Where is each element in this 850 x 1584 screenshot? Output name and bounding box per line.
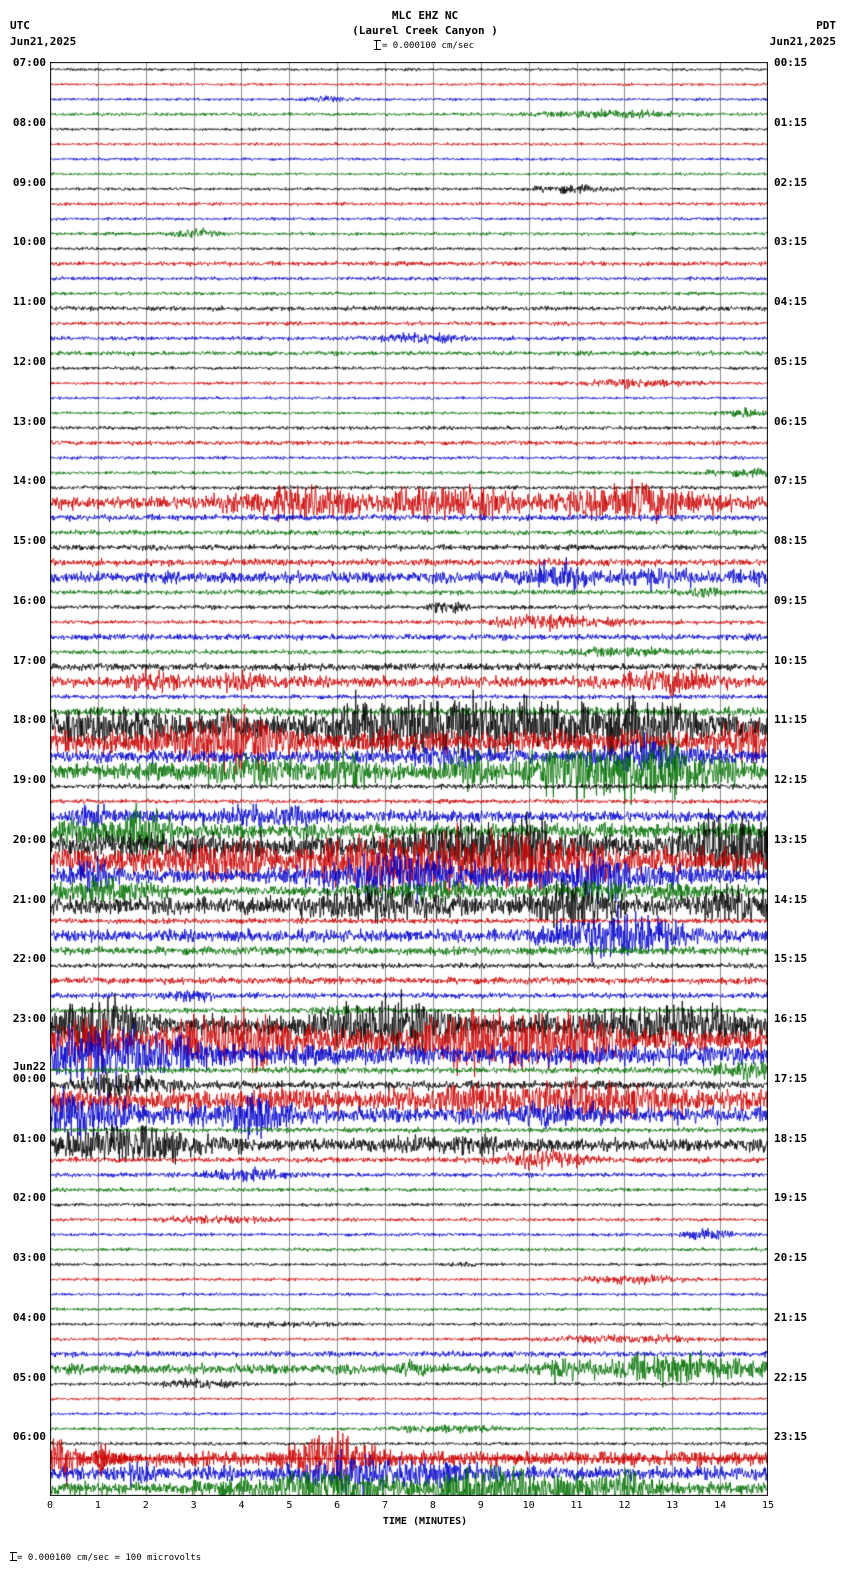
hour-label-left: 15:00: [12, 534, 46, 547]
hour-label-left: 10:00: [12, 235, 46, 249]
hour-label-right: 23:15: [774, 1430, 808, 1444]
hour-label-right: 19:15: [774, 1191, 808, 1205]
hour-label-right: 15:15: [774, 952, 808, 966]
x-axis-tick: 6: [334, 1500, 341, 1511]
hour-label-left: 09:00: [12, 175, 46, 189]
hour-label-right: 13:15: [774, 832, 808, 846]
hour-label-right: 22:15: [774, 1370, 808, 1384]
x-axis-tick: 7: [382, 1500, 389, 1511]
hour-label-right: 00:15: [774, 56, 808, 69]
x-axis-tick: 9: [477, 1500, 484, 1511]
x-axis-tick: 2: [142, 1500, 149, 1511]
hour-label-right: 09:15: [774, 593, 808, 607]
x-axis-tick: 15: [761, 1500, 775, 1511]
scale-label: = 0.000100 cm/sec: [381, 41, 475, 51]
hour-label-left: 23:00: [12, 1012, 46, 1025]
day-change-label: Jun22: [12, 1059, 46, 1073]
footer-scale-label: = 0.000100 cm/sec = 100 microvolts: [17, 1553, 202, 1563]
hour-label-left: 18:00: [12, 713, 46, 727]
x-axis-tick: 14: [714, 1500, 727, 1511]
hour-label-right: 17:15: [774, 1071, 808, 1085]
scale-bar-icon: [376, 40, 377, 50]
hour-label-left: 06:00: [12, 1430, 46, 1444]
hour-label-left: 02:00: [12, 1191, 46, 1205]
hour-label-right: 18:15: [774, 1131, 808, 1145]
x-axis-tick: 3: [190, 1500, 197, 1511]
hour-label-right: 12:15: [774, 773, 808, 786]
x-axis-tick: 4: [238, 1500, 245, 1511]
x-axis-tick: 13: [666, 1500, 679, 1511]
hour-label-left: 11:00: [12, 295, 46, 308]
hour-label-right: 21:15: [774, 1310, 808, 1324]
x-axis-tick: 10: [522, 1500, 535, 1511]
hour-label-right: 03:15: [774, 235, 808, 249]
seismogram-canvas: [50, 62, 768, 1496]
header-right-timezone: PDT: [816, 19, 836, 32]
hour-label-left: 13:00: [12, 414, 46, 428]
x-axis-tick: 5: [286, 1500, 293, 1511]
footer-scale: [8, 1552, 201, 1563]
x-axis-tick: 12: [618, 1500, 631, 1511]
hour-label-left: 16:00: [12, 593, 46, 607]
hour-label-right: 07:15: [774, 474, 808, 488]
hour-label-left: 05:00: [12, 1370, 46, 1384]
hour-label-left: 22:00: [12, 952, 46, 966]
hour-label-left: 12:00: [12, 354, 46, 368]
hour-label-right: 08:15: [774, 534, 808, 547]
x-axis-tick: 11: [570, 1500, 583, 1511]
hour-label-right: 02:15: [774, 175, 808, 189]
x-axis-ticks: [0, 1500, 850, 1514]
hour-label-left: 21:00: [12, 892, 46, 906]
station-title: MLC EHZ NC: [391, 9, 459, 22]
hour-label-left: 17:00: [12, 653, 46, 667]
hour-label-right: 01:15: [774, 115, 808, 129]
helicorder-plot: [50, 62, 768, 1496]
header-left-timezone: UTC: [10, 19, 30, 32]
hour-label-right: 06:15: [774, 414, 808, 428]
hour-label-left: 04:00: [12, 1310, 46, 1324]
hour-label-right: 11:15: [774, 713, 808, 727]
scale-reference: [0, 40, 850, 51]
hour-label-right: 10:15: [774, 653, 808, 667]
hour-label-right: 05:15: [774, 354, 808, 368]
hour-label-left: 01:00: [12, 1131, 46, 1145]
hour-label-left: 03:00: [12, 1251, 46, 1264]
hour-label-left: 07:00: [12, 56, 46, 69]
chart-header: [0, 0, 850, 58]
x-axis-tick: 0: [46, 1500, 54, 1511]
hour-label-right: 16:15: [774, 1012, 808, 1025]
header-left-date: Jun21,2025: [10, 35, 77, 48]
hour-label-right: 14:15: [774, 892, 808, 906]
hour-label-left: 00:00: [12, 1071, 46, 1085]
station-location: (Laurel Creek Canyon ): [352, 24, 498, 37]
x-axis-title: TIME (MINUTES): [382, 1516, 468, 1527]
hour-label-left: 20:00: [12, 832, 46, 846]
hour-label-left: 19:00: [12, 773, 46, 786]
hour-label-left: 08:00: [12, 115, 46, 129]
x-axis-tick: 8: [429, 1500, 436, 1511]
hour-label-left: 14:00: [12, 474, 46, 488]
header-right-date: Jun21,2025: [769, 35, 836, 48]
header-center: [0, 8, 850, 38]
x-axis-tick: 1: [94, 1500, 101, 1511]
hour-label-right: 04:15: [774, 295, 808, 308]
hour-label-right: 20:15: [774, 1251, 808, 1264]
footer-scale-bar-icon: [12, 1552, 13, 1561]
